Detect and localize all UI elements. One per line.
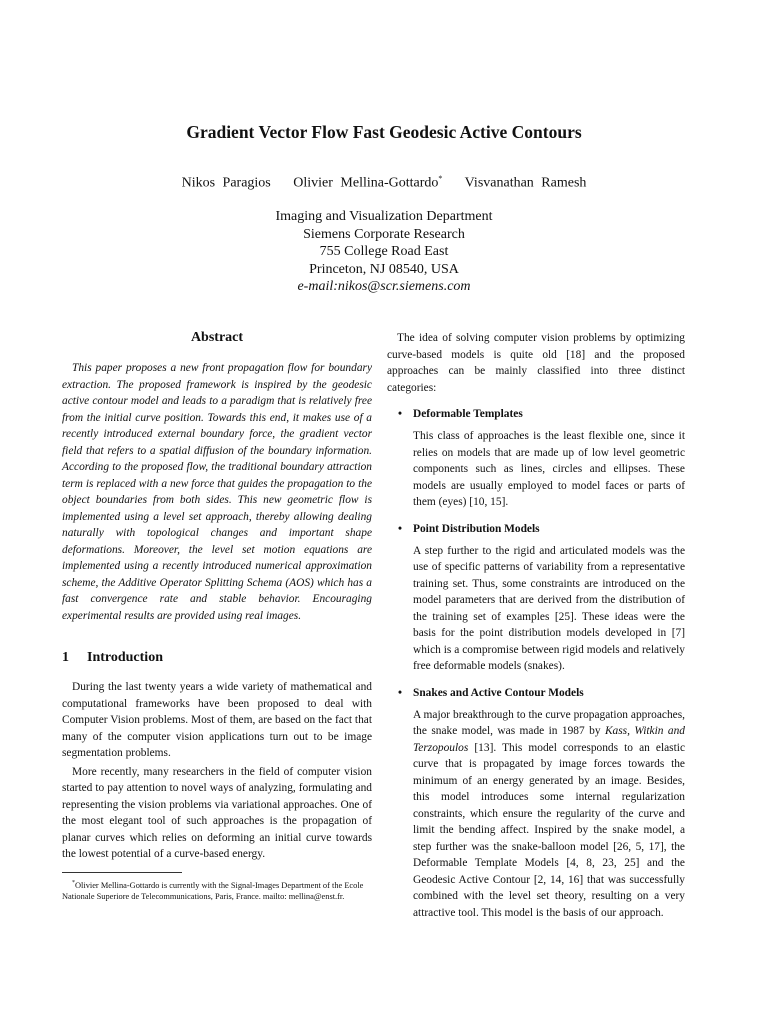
section-title: Introduction xyxy=(87,650,163,665)
abstract-text: This paper proposes a new front propagation flow for boundary extraction. The proposed framework is inspired by the geodesic active contour model and leads to a paradigm that is relatively free from the initial curve position. Towards this end, it makes use of a recently introduced external boundary force, the gradient vector field that refers to a spatial diffusion of the boundary information. According to the proposed flow, the traditional boundary attraction term is replaced with a new force that guides the propagation to the object boundaries from both sides. This new geometric flow is implemented using a level set approach, thereby allowing dealing naturally with topological changes and important shape deformations. Moreover, the level set motion equations are implemented using a recently introduced numerical approximation scheme, the Additive Operator Splitting Schema (AOS) which has a fast convergence rate and stable behavior. Encouraging experimental results are provided using real images. xyxy=(62,362,372,622)
right-column xyxy=(387,330,685,921)
affiliation-block xyxy=(0,208,768,296)
footnote xyxy=(62,878,372,903)
author-1: Nikos Paragios xyxy=(181,175,271,191)
cited-authors: Kass, Witkin and Terzopoulos xyxy=(413,725,685,754)
footnote-text: Olivier Mellina-Gottardo is currently with the Signal-Images Department of the Ecole Nationale Superiore de Telecommunications, Paris, France. mailto: mellina@enst.fr. xyxy=(62,880,364,901)
footnote-mark: * xyxy=(72,879,75,886)
bullet-text-part-b: [13]. This model corresponds to an elastic curve that is propagated by image forces towards the minimum of an energy generated by an image. Besides, this model introduces some internal regularization constraints, which ensure the regularity of the curve and limit the bending affect. Inspired by the snake model, a step further was the snake-balloon model [26, 5, 17], the Deformable Template Models [4, 8, 23, 25] and the Geodesic Active Contour [2, 14, 16] that was successfully combined with the level set theory, resulting on a very attractive tool. This model is the basis of our approach. xyxy=(413,741,685,919)
author-3: Visvanathan Ramesh xyxy=(464,175,587,191)
intro-paragraph-1: During the last twenty years a wide variety of mathematical and computational frameworks have been proposed to deal with Computer Vision problems. Most of them, are based on the fact that many of the computer vision applications turn out to be image segmentation problems. xyxy=(62,681,372,759)
affiliation-organization: Siemens Corporate Research xyxy=(303,226,465,242)
intro-paragraph-2: More recently, many researchers in the field of computer vision started to pay attention to novel ways of analyzing, formulating and representing the vision problems via variational approaches. One of the most elegant tool of such approaches is the propagation of planar curves which relies on deforming an initial curve towards the lowest potential of a curve-based energy. xyxy=(62,765,372,860)
abstract-heading: Abstract xyxy=(190,330,244,345)
footnote-rule xyxy=(62,872,182,873)
author-2: Olivier Mellina-Gottardo xyxy=(293,175,439,191)
affiliation-city: Princeton, NJ 08540, USA xyxy=(309,261,459,277)
bullet-text-snakes-active-contours xyxy=(413,707,685,922)
bullet-dot-icon: • xyxy=(398,522,402,535)
affiliation-street: 755 College Road East xyxy=(319,244,449,259)
bullet-dot-icon: • xyxy=(398,686,402,699)
bullet-dot-icon: • xyxy=(398,408,402,420)
bullet-point-distribution-models xyxy=(387,523,685,535)
author-line xyxy=(0,174,768,192)
section-heading-introduction xyxy=(62,650,372,666)
bullet-deformable-templates xyxy=(387,408,685,420)
bullet-title: Deformable Templates xyxy=(413,408,523,420)
right-intro-paragraph: The idea of solving computer vision problems by optimizing curve-based models is quite old [18] and the proposed approaches can be mainly classified into three distinct categories: xyxy=(387,332,685,394)
bullet-text-point-distribution-models: A step further to the rigid and articulated models was the use of specific patterns of variability from a representative training set. Thus, some constraints are introduced on the model parameters that are derived from the distribution of the training set of examples [25]. These ideas were the basis for the point distribution models developed in [7] which is a compromise between rigid models and relatively free deformable models (snakes). xyxy=(413,544,685,672)
paper-title: Gradient Vector Flow Fast Geodesic Active Contours xyxy=(186,122,582,142)
bullet-snakes-active-contours xyxy=(387,687,685,699)
affiliation-email[interactable]: e-mail:nikos@scr.siemens.com xyxy=(297,279,471,294)
left-column xyxy=(62,330,372,902)
bullet-text-part-a: A major breakthrough to the curve propagation approaches, the snake model, was made in 1987 by xyxy=(413,708,685,737)
bullet-title: Snakes and Active Contour Models xyxy=(413,686,584,699)
author-2-footnote-mark: * xyxy=(438,174,443,183)
section-number: 1 xyxy=(62,650,69,665)
bullet-title: Point Distribution Models xyxy=(413,522,540,535)
affiliation-department: Imaging and Visualization Department xyxy=(275,209,493,224)
bullet-text-deformable-templates: This class of approaches is the least flexible one, since it relies on models that are made up of low level geometric components such as lines, circles and ellipses. These models are usually employed to model faces or parts of them (eyes) [10, 15]. xyxy=(413,430,685,508)
